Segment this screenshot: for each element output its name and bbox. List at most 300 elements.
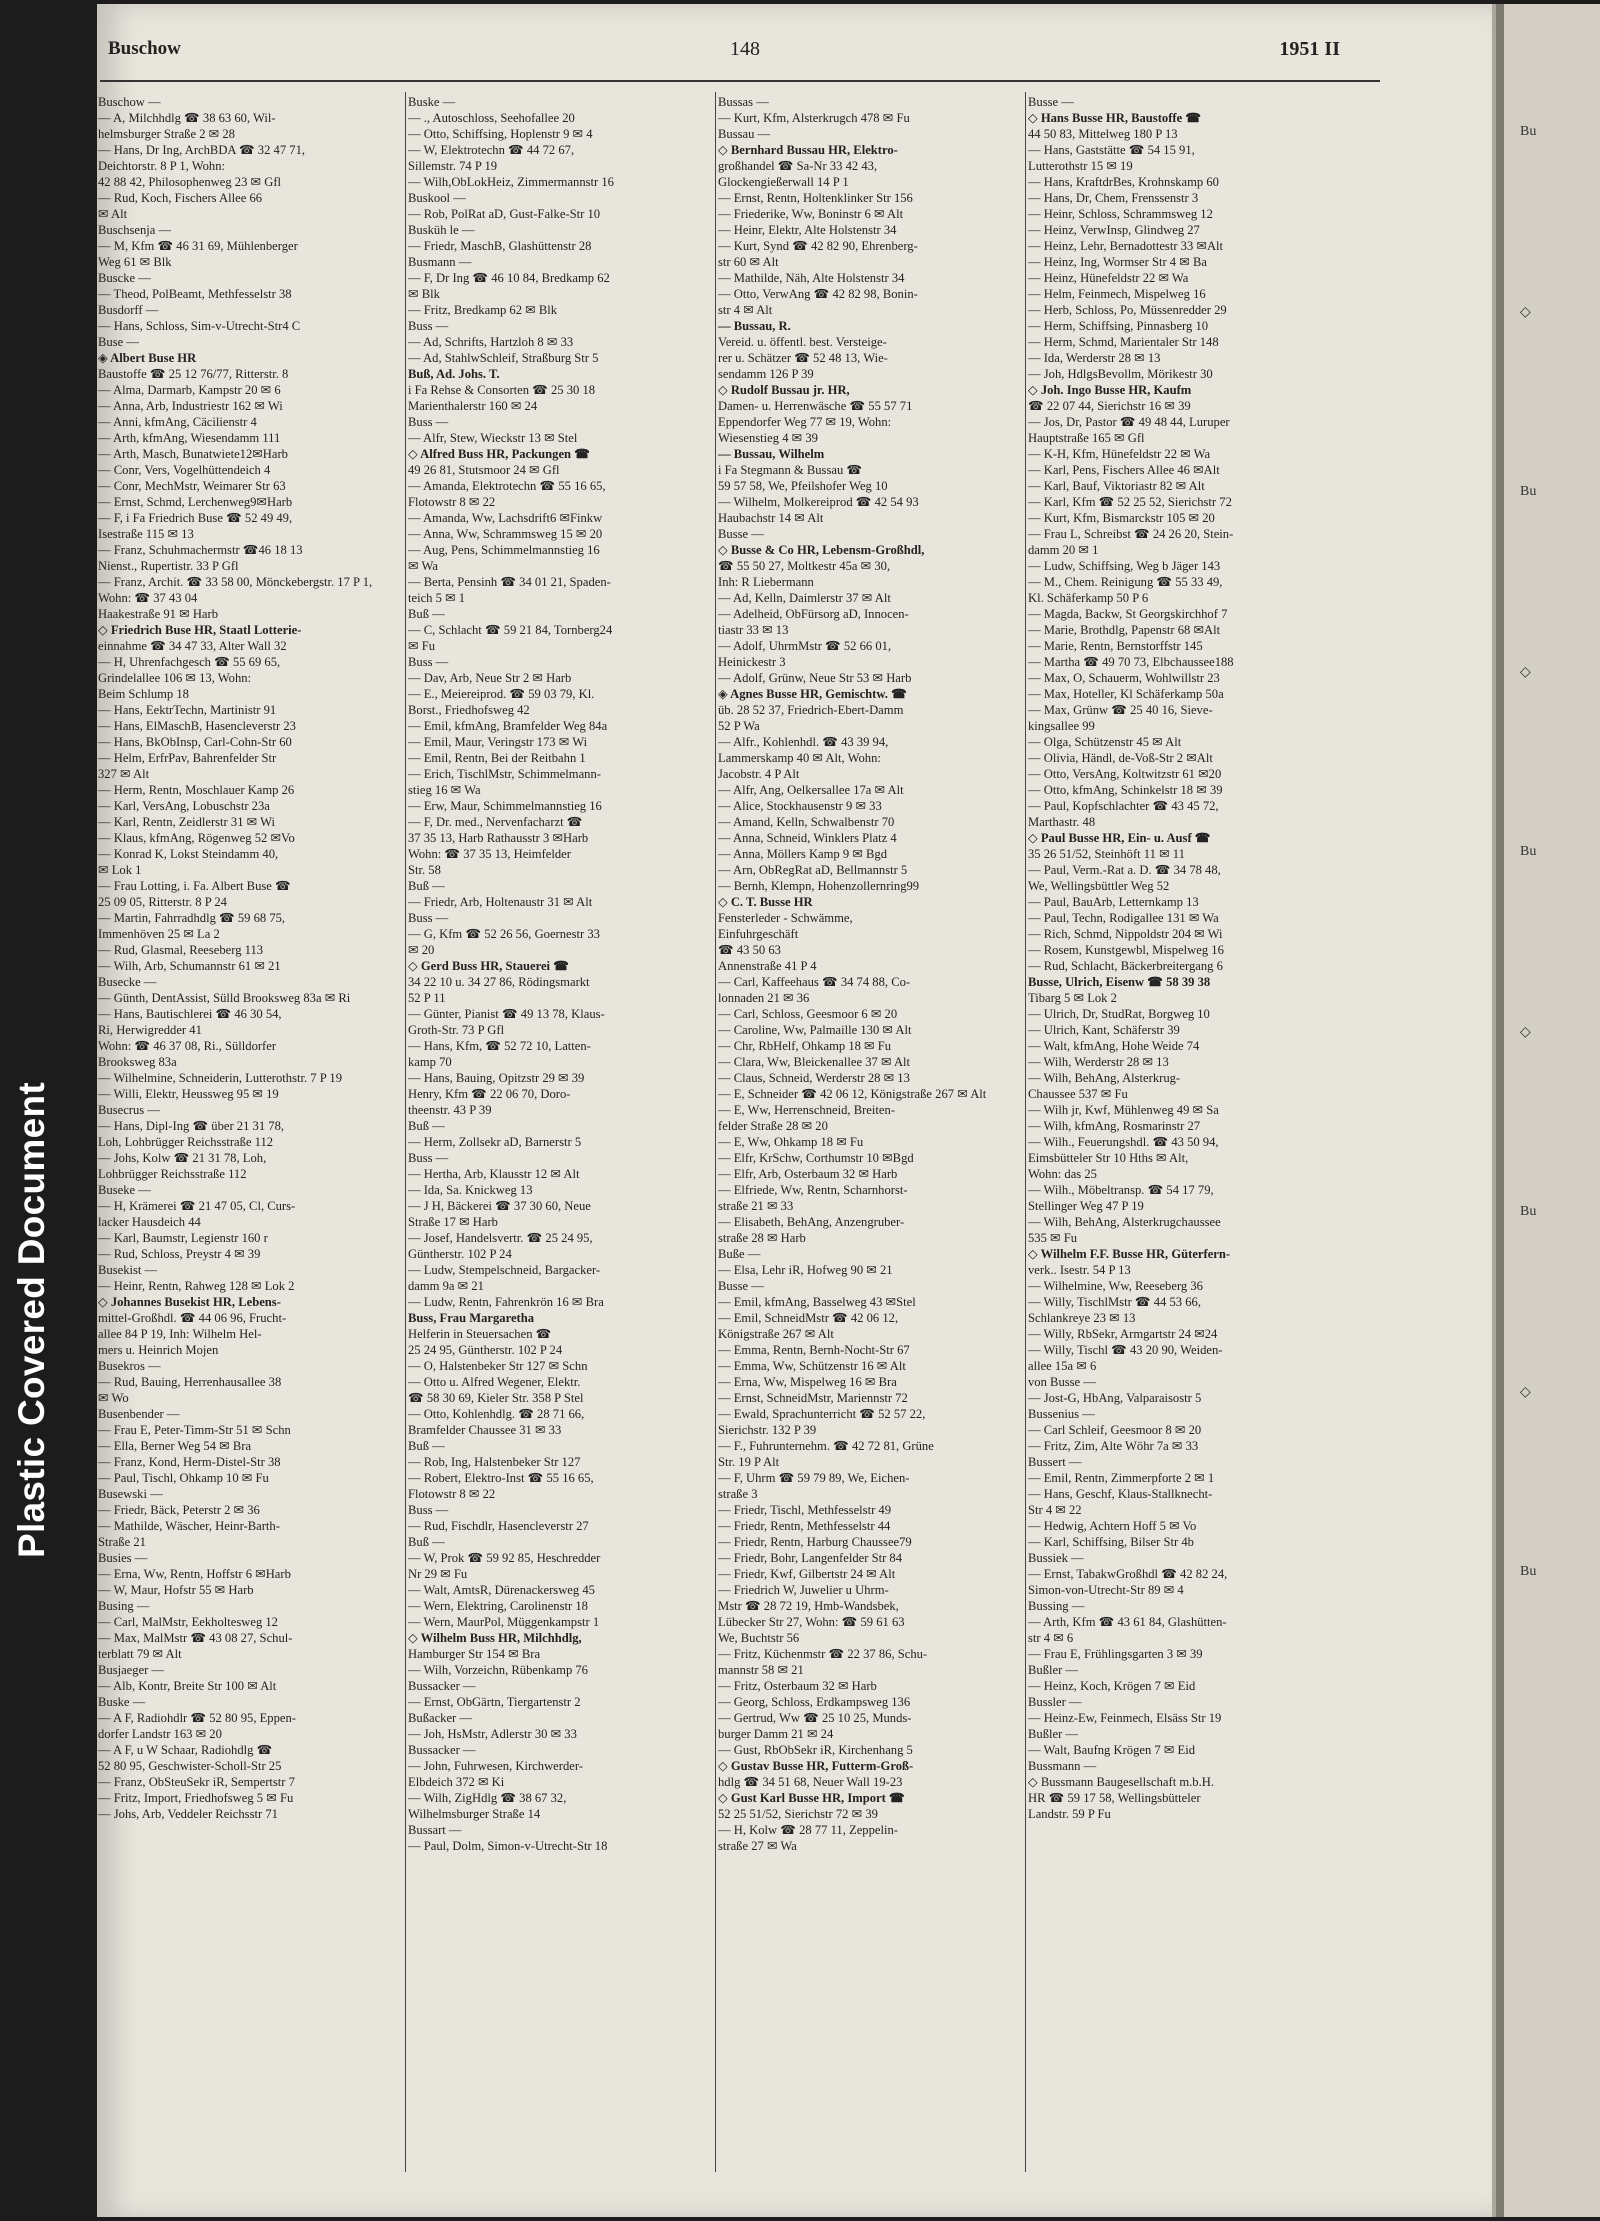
- directory-entry-line: helmsburger Straße 2 ✉ 28: [98, 127, 235, 141]
- directory-entry-line: Flotowstr 8 ✉ 22: [408, 495, 496, 509]
- directory-entry-line: — Carl, Schloss, Geesmoor 6 ✉ 20: [718, 1007, 898, 1021]
- next-page-text-fragments: [1514, 4, 1600, 2217]
- directory-entry-line: kamp 70: [408, 1055, 452, 1069]
- directory-entry-line: — Heinz, Hünefeldstr 22 ✉ Wa: [1028, 271, 1189, 285]
- page-header: [90, 32, 1380, 72]
- directory-entry-line: i Fa Stegmann & Bussau ☎: [718, 463, 863, 477]
- directory-entry-line: Busse —: [718, 527, 764, 541]
- directory-entry-line: — Mathilde, Näh, Alte Holstenstr 34: [718, 271, 905, 285]
- directory-entry-line: — Friedr, Bohr, Langenfelder Str 84: [718, 1551, 903, 1565]
- directory-entry-line: burger Damm 21 ✉ 24: [718, 1727, 834, 1741]
- directory-entry-line: — Arth, kfmAng, Wiesendamm 111: [98, 431, 281, 445]
- directory-entry-line: 42 88 42, Philosophenweg 23 ✉ Gfl: [98, 175, 282, 189]
- binding-shadow: [1496, 4, 1504, 2217]
- directory-entry-line: — Mathilde, Wäscher, Heinr-Barth-: [98, 1519, 280, 1533]
- directory-entry-line: — Heinz, Koch, Krögen 7 ✉ Eid: [1028, 1679, 1196, 1693]
- directory-entry-line: — Adolf, Grünw, Neue Str 53 ✉ Harb: [718, 671, 912, 685]
- directory-entry-line: — Johs, Kolw ☎ 21 31 78, Loh,: [98, 1151, 267, 1165]
- directory-entry-line: — Hans, Gaststätte ☎ 54 15 91,: [1028, 143, 1195, 157]
- directory-entry-line: ◇ Friedrich Buse HR, Staatl Lotterie-: [98, 623, 302, 637]
- directory-entry-line: — Elisabeth, BehAng, Anzengruber-: [718, 1215, 905, 1229]
- directory-entry-line: Buß —: [408, 607, 445, 621]
- directory-entry-line: — Elfr, KrSchw, Corthumstr 10 ✉Bgd: [718, 1151, 914, 1165]
- directory-entry-line: 59 57 58, We, Pfeilshofer Weg 10: [718, 479, 888, 493]
- directory-entry-line: — Hedwig, Achtern Hoff 5 ✉ Vo: [1028, 1519, 1197, 1533]
- directory-entry-line: ☎ 55 50 27, Moltkestr 45a ✉ 30,: [718, 559, 891, 573]
- directory-entry-line: — Emil, SchneidMstr ☎ 42 06 12,: [718, 1311, 899, 1325]
- directory-entry-line: — Chr, RbHelf, Ohkamp 18 ✉ Fu: [718, 1039, 892, 1053]
- directory-entry-line: Bußler —: [1028, 1727, 1079, 1741]
- directory-entry-line: — E, Ww, Ohkamp 18 ✉ Fu: [718, 1135, 864, 1149]
- directory-entry-line: Annenstraße 41 P 4: [718, 959, 817, 973]
- directory-entry-line: — E, Ww, Herrenschneid, Breiten-: [718, 1103, 895, 1117]
- directory-entry-line: rer u. Schätzer ☎ 52 48 13, Wie-: [718, 351, 888, 365]
- directory-entry-line: Eppendorfer Weg 77 ✉ 19, Wohn:: [718, 415, 892, 429]
- directory-entry-line: Flotowstr 8 ✉ 22: [408, 1487, 496, 1501]
- directory-entry-line: 535 ✉ Fu: [1028, 1231, 1078, 1245]
- directory-entry-line: — Carl Schleif, Geesmoor 8 ✉ 20: [1028, 1423, 1202, 1437]
- directory-entry-line: — Rud, Glasmal, Reeseberg 113: [98, 943, 264, 957]
- directory-entry-line: — Elfriede, Ww, Rentn, Scharnhorst-: [718, 1183, 908, 1197]
- directory-entry-line: mittel-Großhdl. ☎ 44 06 96, Frucht-: [98, 1311, 287, 1325]
- directory-entry-line: Heinickestr 3: [718, 655, 786, 669]
- directory-entry-line: von Busse —: [1028, 1375, 1096, 1389]
- directory-entry-line: Sierichstr. 132 P 39: [718, 1423, 817, 1437]
- directory-entry-line: — Ulrich, Kant, Schäferstr 39: [1028, 1023, 1180, 1037]
- directory-entry-line: — Alice, Stockhausenstr 9 ✉ 33: [718, 799, 882, 813]
- directory-entry-line: ✉ Alt: [98, 207, 128, 221]
- directory-entry-line: Inh: R Liebermann: [718, 575, 814, 589]
- directory-entry-line: — Fritz, Zim, Alte Wöhr 7a ✉ 33: [1028, 1439, 1199, 1453]
- directory-entry-line: — Heinz, Ing, Wormser Str 4 ✉ Ba: [1028, 255, 1207, 269]
- directory-entry-line: — Anna, Ww, Schrammsweg 15 ✉ 20: [408, 527, 603, 541]
- directory-entry-line: Lammerskamp 40 ✉ Alt, Wohn:: [718, 751, 881, 765]
- directory-entry-line: — Willi, Elektr, Heussweg 95 ✉ 19: [98, 1087, 279, 1101]
- directory-entry-line: — Franz, Archit. ☎ 33 58 00, Mönckebergstr. 17 P 1,: [98, 575, 373, 589]
- directory-entry-line: — Amanda, Elektrotechn ☎ 55 16 65,: [408, 479, 606, 493]
- directory-entry-line: HR ☎ 59 17 58, Wellingsbütteler: [1028, 1791, 1201, 1805]
- directory-entry-line: ◇ Johannes Busekist HR, Lebens-: [98, 1295, 281, 1309]
- directory-entry-line: Hauptstraße 165 ✉ Gfl: [1028, 431, 1145, 445]
- directory-entry-line: — Rud, Schlacht, Bäckerbreitergang 6: [1028, 959, 1223, 973]
- directory-entry-line: — Marie, Rentn, Bernstorffstr 145: [1028, 639, 1203, 653]
- directory-entry-line: — Heinr, Schloss, Schrammsweg 12: [1028, 207, 1213, 221]
- directory-entry-line: — Ernst, ObGärtn, Tiergartenstr 2: [408, 1695, 581, 1709]
- directory-entry-line: Wohn: ☎ 37 43 04: [98, 591, 198, 605]
- directory-entry-line: — Ludw, Schiffsing, Weg b Jäger 143: [1028, 559, 1221, 573]
- directory-entry-line: — Ludw, Stempelschneid, Bargacker-: [408, 1263, 601, 1277]
- directory-entry-line: 52 25 51/52, Sierichstr 72 ✉ 39: [718, 1807, 878, 1821]
- directory-entry-line: ☎ 43 50 63: [718, 943, 781, 957]
- directory-entry-line: — Wilh,ObLokHeiz, Zimmermannstr 16: [408, 175, 614, 189]
- directory-entry-line: — W, Prok ☎ 59 92 85, Heschredder: [408, 1551, 601, 1565]
- directory-entry-line: i Fa Rehse & Consorten ☎ 25 30 18: [408, 383, 596, 397]
- directory-entry-line: Str. 19 P Alt: [718, 1455, 780, 1469]
- directory-entry-line: — Martin, Fahrradhdlg ☎ 59 68 75,: [98, 911, 286, 925]
- directory-entry-line: Brooksweg 83a: [98, 1055, 177, 1069]
- column-divider: [715, 92, 716, 2172]
- directory-entry-line: — Arn, ObRegRat aD, Bellmannstr 5: [718, 863, 908, 877]
- directory-entry-line: — Paul, Techn, Rodigallee 131 ✉ Wa: [1028, 911, 1219, 925]
- directory-entry-line: — Walt, Baufng Krögen 7 ✉ Eid: [1028, 1743, 1196, 1757]
- directory-entry-line: — Wilh jr, Kwf, Mühlenweg 49 ✉ Sa: [1028, 1103, 1219, 1117]
- directory-entry-line: — Caroline, Ww, Palmaille 130 ✉ Alt: [718, 1023, 912, 1037]
- directory-entry-line: Str 4 ✉ 22: [1028, 1503, 1082, 1517]
- directory-entry-line: Bussas —: [718, 95, 769, 109]
- directory-entry-line: — H, Kolw ☎ 28 77 11, Zeppelin-: [718, 1823, 898, 1837]
- directory-entry-line: Buss —: [408, 1503, 449, 1517]
- edition-year: 1951 II: [1279, 38, 1340, 60]
- directory-entry-line: — Wilh., Möbeltransp. ☎ 54 17 79,: [1028, 1183, 1214, 1197]
- directory-entry-line: hdlg ☎ 34 51 68, Neuer Wall 19-23: [718, 1775, 903, 1789]
- directory-entry-line: ◇ Wilhelm Buss HR, Milchhdlg,: [408, 1631, 582, 1645]
- directory-entry-line: Bussau —: [718, 127, 771, 141]
- directory-entry-line: 327 ✉ Alt: [98, 767, 150, 781]
- next-page-fragment: Bu: [1520, 484, 1537, 499]
- directory-entry-line: lonnaden 21 ✉ 36: [718, 991, 810, 1005]
- directory-entry-line: — Max, O, Schauerm, Wohlwillstr 23: [1028, 671, 1220, 685]
- directory-column-3: [718, 94, 1018, 2194]
- directory-entry-line: — Elfr, Arb, Osterbaum 32 ✉ Harb: [718, 1167, 898, 1181]
- directory-entry-line: — Conr, Vers, Vogelhüttendeich 4: [98, 463, 271, 477]
- directory-entry-line: — Wilhelmine, Schneiderin, Lutterothstr. 7 P 19: [98, 1071, 342, 1085]
- directory-entry-line: — Otto, VersAng, Koltwitzstr 61 ✉20: [1028, 767, 1222, 781]
- directory-entry-line: — Erw, Maur, Schimmelmannstieg 16: [408, 799, 602, 813]
- directory-entry-line: — Elsa, Lehr iR, Hofweg 90 ✉ 21: [718, 1263, 893, 1277]
- directory-entry-line: — Friedr, Bäck, Peterstr 2 ✉ 36: [98, 1503, 260, 1517]
- directory-entry-line: Deichtorstr. 8 P 1, Wohn:: [98, 159, 226, 173]
- directory-entry-line: — Franz, Schuhmachermstr ☎46 18 13: [98, 543, 303, 557]
- directory-entry-line: — Joh, HdlgsBevollm, Mörikestr 30: [1028, 367, 1213, 381]
- directory-entry-line: — Ernst, Rentn, Holtenklinker Str 156: [718, 191, 913, 205]
- directory-entry-line: Buss —: [408, 911, 449, 925]
- directory-entry-line: Borst., Friedhofsweg 42: [408, 703, 530, 717]
- directory-entry-line: — Günth, DentAssist, Sülld Brooksweg 83a ✉ Ri: [98, 991, 351, 1005]
- directory-entry-line: ◇ Alfred Buss HR, Packungen ☎: [408, 447, 590, 461]
- directory-entry-line: ◇ Wilhelm F.F. Busse HR, Güterfern-: [1028, 1247, 1231, 1261]
- directory-entry-line: — Rob, PolRat aD, Gust-Falke-Str 10: [408, 207, 601, 221]
- directory-entry-line: Schlankreye 23 ✉ 13: [1028, 1311, 1136, 1325]
- directory-entry-line: verk.. Isestr. 54 P 13: [1028, 1263, 1131, 1277]
- directory-entry-line: Lutterothstr 15 ✉ 19: [1028, 159, 1133, 173]
- directory-entry-line: — Joh, HsMstr, Adlerstr 30 ✉ 33: [408, 1727, 577, 1741]
- directory-entry-line: Buße —: [718, 1247, 761, 1261]
- directory-entry-line: Simon-von-Utrecht-Str 89 ✉ 4: [1028, 1583, 1184, 1597]
- directory-entry-line: tiastr 33 ✉ 13: [718, 623, 789, 637]
- directory-entry-line: — Heinr, Rentn, Rahweg 128 ✉ Lok 2: [98, 1279, 295, 1293]
- directory-entry-line: — Willy, Tischl ☎ 43 20 90, Weiden-: [1028, 1343, 1223, 1357]
- directory-entry-line: ◇ Paul Busse HR, Ein- u. Ausf ☎: [1028, 831, 1211, 845]
- directory-entry-line: — Walt, AmtsR, Dürenackersweg 45: [408, 1583, 595, 1597]
- directory-entry-line: Buschsenja —: [98, 223, 172, 237]
- directory-entry-line: Bussacker —: [408, 1679, 476, 1693]
- directory-entry-line: Bussart —: [408, 1823, 462, 1837]
- directory-entry-line: — H, Uhrenfachgesch ☎ 55 69 65,: [98, 655, 281, 669]
- directory-entry-line: Buske —: [408, 95, 456, 109]
- directory-entry-line: — Klaus, kfmAng, Rögenweg 52 ✉Vo: [98, 831, 295, 845]
- directory-entry-line: Busse, Ulrich, Eisenw ☎ 58 39 38: [1028, 975, 1211, 989]
- directory-entry-line: ◇ Gust Karl Busse HR, Import ☎: [718, 1791, 905, 1805]
- directory-entry-line: — Rosem, Kunstgewbl, Mispelweg 16: [1028, 943, 1224, 957]
- directory-entry-line: — Hans, Bauing, Opitzstr 29 ✉ 39: [408, 1071, 585, 1085]
- directory-entry-line: Königstraße 267 ✉ Alt: [718, 1327, 834, 1341]
- directory-entry-line: — Rud, Bauing, Herrenhausallee 38: [98, 1375, 282, 1389]
- directory-entry-line: — Kurt, Kfm, Bismarckstr 105 ✉ 20: [1028, 511, 1215, 525]
- directory-entry-line: ◇ C. T. Busse HR: [718, 895, 813, 909]
- directory-entry-line: — Frau Lotting, i. Fa. Albert Buse ☎: [98, 879, 291, 893]
- directory-entry-line: Haakestraße 91 ✉ Harb: [98, 607, 218, 621]
- directory-entry-line: — E, Schneider ☎ 42 06 12, Königstraße 267 ✉ Alt: [718, 1087, 987, 1101]
- directory-entry-line: — Bussau, Wilhelm: [718, 447, 825, 461]
- directory-entry-line: — Alfr., Kohlenhdl. ☎ 43 39 94,: [718, 735, 889, 749]
- directory-entry-line: Busekist —: [98, 1263, 158, 1277]
- directory-entry-line: — Rich, Schmd, Nippoldstr 204 ✉ Wi: [1028, 927, 1223, 941]
- directory-entry-line: — Martha ☎ 49 70 73, Elbchaussee188: [1028, 655, 1234, 669]
- directory-entry-line: Ri, Herwigredder 41: [98, 1023, 202, 1037]
- directory-entry-line: — Otto, Schiffsing, Hoplenstr 9 ✉ 4: [408, 127, 593, 141]
- directory-entry-line: — Bernh, Klempn, Hohenzollernring99: [718, 879, 920, 893]
- directory-entry-line: — Wilh, BehAng, Alsterkrug-: [1028, 1071, 1181, 1085]
- directory-entry-line: — Hans, Dr, Chem, Frenssenstr 3: [1028, 191, 1199, 205]
- directory-entry-line: — Dav, Arb, Neue Str 2 ✉ Harb: [408, 671, 572, 685]
- directory-entry-line: str 4 ✉ Alt: [718, 303, 773, 317]
- next-page-fragment: ◇: [1520, 1385, 1531, 1400]
- column-divider: [1025, 92, 1026, 2172]
- directory-entry-line: — Emil, kfmAng, Bramfelder Weg 84a: [408, 719, 608, 733]
- directory-entry-line: str 4 ✉ 6: [1028, 1631, 1074, 1645]
- directory-entry-line: — Josef, Handelsvertr. ☎ 25 24 95,: [408, 1231, 593, 1245]
- directory-entry-line: ✉ Blk: [408, 287, 440, 301]
- directory-entry-line: — F., Fuhrunternehm. ☎ 42 72 81, Grüne: [718, 1439, 934, 1453]
- directory-entry-line: — Hans, Schloss, Sim-v-Utrecht-Str4 C: [98, 319, 301, 333]
- directory-entry-line: — Fritz, Küchenmstr ☎ 22 37 86, Schu-: [718, 1647, 928, 1661]
- directory-entry-line: Bußler —: [1028, 1663, 1079, 1677]
- directory-entry-line: Bussenius —: [1028, 1407, 1095, 1421]
- directory-entry-line: ◇ Joh. Ingo Busse HR, Kaufm: [1028, 383, 1192, 397]
- directory-entry-line: Buscke —: [98, 271, 151, 285]
- directory-entry-line: — Wilhelm, Molkereiprod ☎ 42 54 93: [718, 495, 919, 509]
- directory-entry-line: Haubachstr 14 ✉ Alt: [718, 511, 824, 525]
- directory-entry-line: — Fritz, Bredkamp 62 ✉ Blk: [408, 303, 558, 317]
- directory-entry-line: — Clara, Ww, Bleickenallee 37 ✉ Alt: [718, 1055, 911, 1069]
- directory-entry-line: Güntherstr. 102 P 24: [408, 1247, 512, 1261]
- directory-entry-line: — Wilh, Werderstr 28 ✉ 13: [1028, 1055, 1169, 1069]
- next-page-fragment: Bu: [1520, 1564, 1537, 1579]
- directory-entry-line: Busse —: [1028, 95, 1074, 109]
- directory-entry-line: einnahme ☎ 34 47 33, Alter Wall 32: [98, 639, 287, 653]
- directory-entry-line: — Hans, Dipl-Ing ☎ über 21 31 78,: [98, 1119, 285, 1133]
- directory-entry-line: — Heinz, VerwInsp, Glindweg 27: [1028, 223, 1200, 237]
- directory-entry-line: — Carl, MalMstr, Eekholtesweg 12: [98, 1615, 278, 1629]
- edge-label: [6, 1040, 58, 1600]
- directory-entry-line: — Ernst, TabakwGroßhdl ☎ 42 82 24,: [1028, 1567, 1228, 1581]
- directory-entry-line: Bussacker —: [408, 1743, 476, 1757]
- next-page-fragment: Bu: [1520, 124, 1537, 139]
- directory-entry-line: damm 9a ✉ 21: [408, 1279, 484, 1293]
- directory-entry-line: — Alb, Kontr, Breite Str 100 ✉ Alt: [98, 1679, 277, 1693]
- directory-entry-line: — Frau L, Schreibst ☎ 24 26 20, Stein-: [1028, 527, 1234, 541]
- directory-entry-line: Busecke —: [98, 975, 157, 989]
- directory-entry-line: — Emil, Rentn, Bei der Reitbahn 1: [408, 751, 586, 765]
- directory-entry-line: Busekros —: [98, 1359, 161, 1373]
- directory-entry-line: terblatt 79 ✉ Alt: [98, 1647, 182, 1661]
- directory-entry-line: — Bussau, R.: [718, 319, 791, 333]
- directory-entry-line: — Emil, kfmAng, Basselweg 43 ✉Stel: [718, 1295, 916, 1309]
- directory-entry-line: Buß —: [408, 879, 445, 893]
- directory-entry-line: ◇ Busse & Co HR, Lebensm-Großhdl,: [718, 543, 925, 557]
- directory-entry-line: — Georg, Schloss, Erdkampsweg 136: [718, 1695, 911, 1709]
- directory-entry-line: — Franz, Kond, Herm-Distel-Str 38: [98, 1455, 281, 1469]
- directory-entry-line: — Hans, ElMaschB, Hasencleverstr 23: [98, 719, 296, 733]
- directory-entry-line: — Paul, Tischl, Ohkamp 10 ✉ Fu: [98, 1471, 269, 1485]
- directory-entry-line: — Wern, Elektring, Carolinenstr 18: [408, 1599, 588, 1613]
- directory-entry-line: 52 P 11: [408, 991, 446, 1005]
- directory-entry-line: ◇ Bussmann Baugesellschaft m.b.H.: [1028, 1775, 1214, 1789]
- directory-entry-line: — Max, MalMstr ☎ 43 08 27, Schul-: [98, 1631, 293, 1645]
- directory-entry-line: — Wilh, BehAng, Alsterkrugchaussee: [1028, 1215, 1221, 1229]
- directory-entry-line: — Otto, Kohlenhdlg. ☎ 28 71 66,: [408, 1407, 585, 1421]
- directory-entry-line: Buse —: [98, 335, 139, 349]
- directory-entry-line: Mstr ☎ 28 72 19, Hmb-Wandsbek,: [718, 1599, 899, 1613]
- next-page-edge: [1492, 4, 1600, 2217]
- directory-entry-line: Busenbender —: [98, 1407, 180, 1421]
- directory-entry-line: Str. 58: [408, 863, 441, 877]
- directory-entry-line: stieg 16 ✉ Wa: [408, 783, 481, 797]
- next-page-fragment: ◇: [1520, 1025, 1531, 1040]
- directory-entry-line: — Rob, Ing, Halstenbeker Str 127: [408, 1455, 581, 1469]
- directory-entry-line: Busing —: [98, 1599, 150, 1613]
- directory-entry-line: — Ida, Werderstr 28 ✉ 13: [1028, 351, 1161, 365]
- directory-entry-line: Wilhelmsburger Straße 14: [408, 1807, 541, 1821]
- directory-entry-line: — Anna, Möllers Kamp 9 ✉ Bgd: [718, 847, 888, 861]
- directory-entry-line: Landstr. 59 P Fu: [1028, 1807, 1111, 1821]
- directory-entry-line: Busmann —: [408, 255, 472, 269]
- directory-entry-line: — Friedr, Rentn, Methfesselstr 44: [718, 1519, 891, 1533]
- directory-entry-line: We, Buchtstr 56: [718, 1631, 800, 1645]
- directory-entry-line: Fensterleder - Schwämme,: [718, 911, 853, 925]
- directory-entry-line: Bußacker —: [408, 1711, 472, 1725]
- directory-entry-line: — Karl, VersAng, Lobuschstr 23a: [98, 799, 270, 813]
- directory-entry-line: — Alfr, Ang, Oelkersallee 17a ✉ Alt: [718, 783, 904, 797]
- directory-entry-line: Weg 61 ✉ Blk: [98, 255, 172, 269]
- directory-entry-line: 44 50 83, Mittelweg 180 P 13: [1028, 127, 1178, 141]
- directory-entry-line: Henry, Kfm ☎ 22 06 70, Doro-: [408, 1087, 571, 1101]
- directory-entry-line: Straße 17 ✉ Harb: [408, 1215, 498, 1229]
- directory-entry-line: — Herm, Schmd, Marientaler Str 148: [1028, 335, 1219, 349]
- directory-entry-line: — Erich, TischlMstr, Schimmelmann-: [408, 767, 601, 781]
- directory-entry-line: — Paul, Dolm, Simon-v-Utrecht-Str 18: [408, 1839, 608, 1853]
- directory-entry-line: Wohn: ☎ 46 37 08, Ri., Sülldorfer: [98, 1039, 277, 1053]
- directory-entry-line: Bramfelder Chaussee 31 ✉ 33: [408, 1423, 562, 1437]
- directory-entry-line: — Olga, Schützenstr 45 ✉ Alt: [1028, 735, 1182, 749]
- directory-entry-line: sendamm 126 P 39: [718, 367, 814, 381]
- directory-entry-line: — Ernst, SchneidMstr, Mariennstr 72: [718, 1391, 908, 1405]
- directory-entry-line: straße 27 ✉ Wa: [718, 1839, 797, 1853]
- directory-entry-line: ✉ Wo: [98, 1391, 129, 1405]
- directory-entry-line: ✉ 20: [408, 943, 435, 957]
- directory-entry-line: Buschow —: [98, 95, 161, 109]
- directory-entry-line: — Hans, Dr Ing, ArchBDA ☎ 32 47 71,: [98, 143, 306, 157]
- directory-entry-line: felder Straße 28 ✉ 20: [718, 1119, 828, 1133]
- directory-entry-line: — Walt, kfmAng, Hohe Weide 74: [1028, 1039, 1200, 1053]
- directory-entry-line: Nr 29 ✉ Fu: [408, 1567, 468, 1581]
- directory-entry-line: 25 09 05, Ritterstr. 8 P 24: [98, 895, 227, 909]
- directory-entry-line: — Ludw, Rentn, Fahrenkrön 16 ✉ Bra: [408, 1295, 604, 1309]
- directory-entry-line: Grindelallee 106 ✉ 13, Wohn:: [98, 671, 252, 685]
- directory-entry-line: — Hans, KraftdrBes, Krohnskamp 60: [1028, 175, 1219, 189]
- header-rule: [100, 80, 1380, 82]
- directory-entry-line: — Hans, Bautischlerei ☎ 46 30 54,: [98, 1007, 282, 1021]
- directory-entry-line: Jacobstr. 4 P Alt: [718, 767, 800, 781]
- directory-entry-line: — Arth, Kfm ☎ 43 61 84, Glashütten-: [1028, 1615, 1227, 1629]
- directory-entry-line: — M, Kfm ☎ 46 31 69, Mühlenberger: [98, 239, 298, 253]
- directory-entry-line: — Helm, Feinmech, Mispelweg 16: [1028, 287, 1206, 301]
- directory-entry-line: — K-H, Kfm, Hünefeldstr 22 ✉ Wa: [1028, 447, 1211, 461]
- directory-entry-line: — Anna, Arb, Industriestr 162 ✉ Wi: [98, 399, 283, 413]
- directory-entry-line: Buß —: [408, 1439, 445, 1453]
- directory-entry-line: Wohn: das 25: [1028, 1167, 1097, 1181]
- directory-entry-line: — Friedr, Tischl, Methfesselstr 49: [718, 1503, 892, 1517]
- directory-entry-line: Buss —: [408, 319, 449, 333]
- directory-entry-line: mers u. Heinrich Mojen: [98, 1343, 219, 1357]
- directory-entry-line: — Gust, RbObSekr iR, Kirchenhang 5: [718, 1743, 913, 1757]
- directory-entry-line: — Wilh, Arb, Schumannstr 61 ✉ 21: [98, 959, 281, 973]
- directory-entry-line: — O, Halstenbeker Str 127 ✉ Schn: [408, 1359, 588, 1373]
- directory-entry-line: Groth-Str. 73 P Gfl: [408, 1023, 505, 1037]
- directory-entry-line: — Magda, Backw, St Georgskirchhof 7: [1028, 607, 1228, 621]
- directory-entry-line: Wiesenstieg 4 ✉ 39: [718, 431, 818, 445]
- directory-entry-line: Bussler —: [1028, 1695, 1082, 1709]
- directory-entry-line: Bussing —: [1028, 1599, 1085, 1613]
- directory-entry-line: — Max, Grünw ☎ 25 40 16, Sieve-: [1028, 703, 1213, 717]
- directory-column-4: [1028, 94, 1328, 2194]
- next-page-fragment: ◇: [1520, 665, 1531, 680]
- directory-entry-line: — Max, Hoteller, Kl Schäferkamp 50a: [1028, 687, 1224, 701]
- directory-entry-line: Bussmann —: [1028, 1759, 1097, 1773]
- directory-entry-line: Busewski —: [98, 1487, 163, 1501]
- directory-entry-line: — Herb, Schloss, Po, Müssenredder 29: [1028, 303, 1227, 317]
- directory-entry-line: — Fritz, Osterbaum 32 ✉ Harb: [718, 1679, 877, 1693]
- directory-entry-line: Buskool —: [408, 191, 466, 205]
- directory-entry-line: — Erna, Ww, Mispelweg 16 ✉ Bra: [718, 1375, 897, 1389]
- directory-entry-line: — Ernst, Schmd, Lerchenweg9✉Harb: [98, 495, 293, 509]
- directory-column-2: [408, 94, 708, 2194]
- directory-entry-line: Lübecker Str 27, Wohn: ☎ 59 61 63: [718, 1615, 905, 1629]
- directory-entry-line: Tibarg 5 ✉ Lok 2: [1028, 991, 1117, 1005]
- directory-entry-line: — F, Uhrm ☎ 59 79 89, We, Eichen-: [718, 1471, 910, 1485]
- directory-entry-line: — F, i Fa Friedrich Buse ☎ 52 49 49,: [98, 511, 293, 525]
- directory-entry-line: üb. 28 52 37, Friedrich-Ebert-Damm: [718, 703, 904, 717]
- directory-entry-line: — Heinz, Lehr, Bernadottestr 33 ✉Alt: [1028, 239, 1224, 253]
- directory-entry-line: Bussiek —: [1028, 1551, 1084, 1565]
- directory-entry-line: ◇ Bernhard Bussau HR, Elektro-: [718, 143, 898, 157]
- directory-entry-line: 37 35 13, Harb Rathausstr 3 ✉Harb: [408, 831, 589, 845]
- directory-entry-line: 34 22 10 u. 34 27 86, Rödingsmarkt: [408, 975, 590, 989]
- directory-entry-line: Marienthalerstr 160 ✉ 24: [408, 399, 538, 413]
- directory-entry-line: — Ulrich, Dr, StudRat, Borgweg 10: [1028, 1007, 1210, 1021]
- directory-entry-line: — Rud, Schloss, Preystr 4 ✉ 39: [98, 1247, 261, 1261]
- directory-entry-line: straße 21 ✉ 33: [718, 1199, 794, 1213]
- directory-entry-line: allee 84 P 19, Inh: Wilhelm Hel-: [98, 1327, 262, 1341]
- directory-entry-line: — Olivia, Händl, de-Voß-Str 2 ✉Alt: [1028, 751, 1213, 765]
- directory-entry-line: — Paul, Verm.-Rat a. D. ☎ 34 78 48,: [1028, 863, 1221, 877]
- directory-entry-line: Hamburger Str 154 ✉ Bra: [408, 1647, 541, 1661]
- directory-entry-line: — Jost-G, HbAng, Valparaisostr 5: [1028, 1391, 1202, 1405]
- directory-entry-line: — Emma, Rentn, Bernh-Nocht-Str 67: [718, 1343, 910, 1357]
- directory-entry-line: — Emil, Rentn, Zimmerpforte 2 ✉ 1: [1028, 1471, 1215, 1485]
- directory-entry-line: — Konrad K, Lokst Steindamm 40,: [98, 847, 279, 861]
- directory-entry-line: — F, Dr. med., Nervenfacharzt ☎: [408, 815, 583, 829]
